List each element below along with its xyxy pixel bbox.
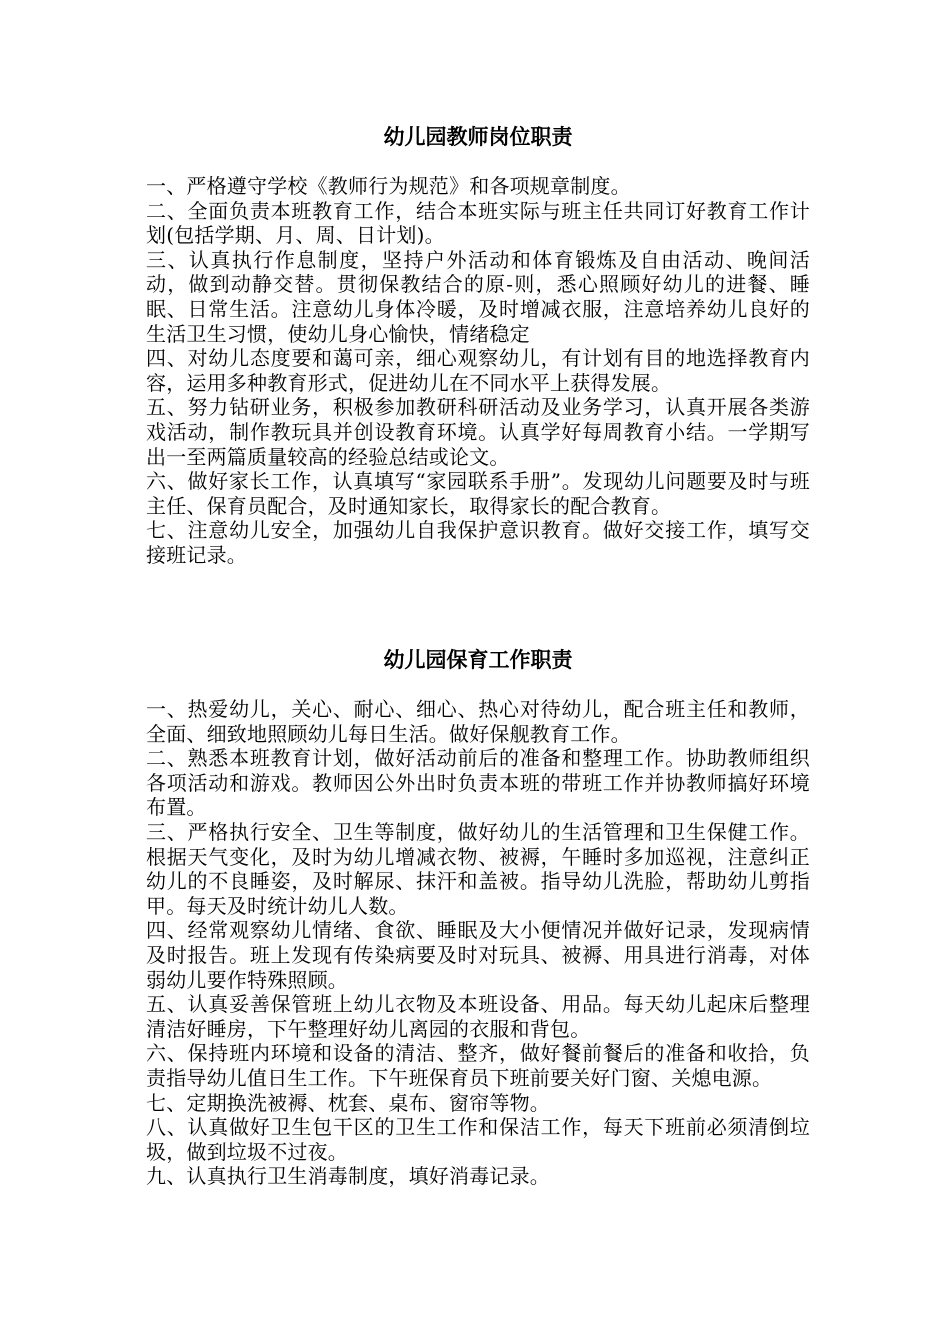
section-title-care-duties: 幼儿园保育工作职责 [383, 648, 573, 672]
duty-item: 九、认真执行卫生消毒制度，填好消毒记录。 [146, 1164, 550, 1189]
duty-item: 一、严格遵守学校《教师行为规范》和各项规章制度。 [146, 174, 631, 198]
section-title-teacher-duties: 幼儿园教师岗位职责 [383, 125, 573, 149]
duty-item: 六、做好家长工作，认真填写“家园联系手册”。发现幼儿问题要及时与班主任、保育员配合，及时通知家长，取得家长的配合教育。 [146, 469, 810, 518]
duty-item: 七、注意幼儿安全，加强幼儿自我保护意识教育。做好交接工作，填写交接班记录。 [146, 518, 810, 567]
section-body-care-duties [146, 697, 810, 1189]
duty-item: 三、认真执行作息制度，坚持户外活动和体育锻炼及自由活动、晚间活动，做到动静交替。贯彻保教结合的原-则，悉心照顾好幼儿的进餐、睡眠、日常生活。注意幼儿身体冷暖，及时增减衣服，注意培养幼儿良好的生活卫生习惯，使幼儿身心愉快，情绪稳定 [146, 247, 810, 346]
duty-item: 四、经常观察幼儿情绪、食欲、睡眠及大小便情况并做好记录，发现病情及时报告。班上发现有传染病要及时对玩具、被褥、用具进行消毒，对体弱幼儿要作特殊照顾。 [146, 918, 810, 992]
duty-item: 六、保持班内环境和设备的清洁、整齐，做好餐前餐后的准备和收拾，负责指导幼儿值日生工作。下午班保育员下班前要关好门窗、关熄电源。 [146, 1041, 810, 1090]
duty-item: 八、认真做好卫生包干区的卫生工作和保洁工作，每天下班前必须清倒垃圾，做到垃圾不过夜。 [146, 1115, 810, 1164]
duty-item: 四、对幼儿态度要和蔼可亲，细心观察幼儿，有计划有目的地选择教育内容，运用多种教育形式，促进幼儿在不同水平上获得发展。 [146, 346, 810, 395]
duty-item: 二、全面负责本班教育工作，结合本班实际与班主任共同订好教育工作计划(包括学期、月、周、日计划)。 [146, 198, 810, 248]
duty-item: 五、努力钻研业务，积极参加教研科研活动及业务学习，认真开展各类游戏活动，制作教玩具并创设教育环境。认真学好每周教育小结。一学期写出一至两篇质量较高的经验总结或论文。 [146, 395, 810, 469]
duty-item: 一、热爱幼儿，关心、耐心、细心、热心对待幼儿，配合班主任和教师，全面、细致地照顾幼儿每日生活。做好保舰教育工作。 [146, 697, 810, 746]
section-body-teacher-duties [146, 174, 810, 568]
duty-item: 五、认真妥善保管班上幼儿衣物及本班设备、用品。每天幼儿起床后整理清洁好睡房，下午整理好幼儿离园的衣服和背包。 [146, 992, 810, 1041]
duty-item: 七、定期换洗被褥、枕套、桌布、窗帘等物。 [146, 1090, 550, 1115]
duty-item: 二、熟悉本班教育计划，做好活动前后的准备和整理工作。协助教师组织各项活动和游戏。教师因公外出时负责本班的带班工作并协教师搞好环境布置。 [146, 746, 810, 820]
duty-item: 三、严格执行安全、卫生等制度，做好幼儿的生活管理和卫生保健工作。根据天气变化，及时为幼儿增减衣物、被褥，午睡时多加巡视，注意纠正幼儿的不良睡姿，及时解尿、抹汗和盖被。指导幼儿洗脸，帮助幼儿剪指甲。每天及时统计幼儿人数。 [146, 819, 810, 918]
